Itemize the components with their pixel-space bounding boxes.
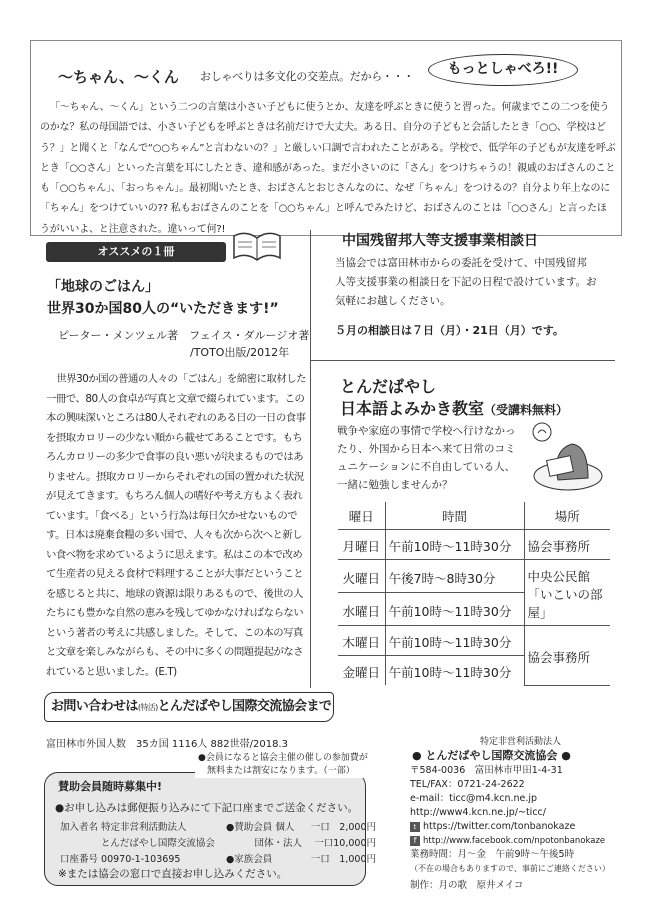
org-name-text: とんだばやし国際交流協会 xyxy=(425,749,558,762)
book-publisher: /TOTO出版/2012年 xyxy=(190,346,290,359)
class-title-main: 日本語よみかき教室 xyxy=(340,399,485,418)
contact-info xyxy=(410,764,610,893)
class-title-2 xyxy=(340,396,568,419)
day: 木曜日 xyxy=(338,626,385,656)
hours-note: （不在の場合もありますので、事前にご連絡ください） xyxy=(410,864,610,873)
consult-body: 当協会では富田林市からの委託を受けて、中国残留邦人等支援事業の相談日を下記の日程で設けています。お気軽にお越しください。 xyxy=(335,257,597,307)
tel: TEL/FAX：0721-24-2622 xyxy=(410,779,525,790)
fee-type: ●家族会員 xyxy=(226,854,273,865)
payee-label: 加入者名 xyxy=(60,822,99,833)
twitter-icon: t xyxy=(410,822,420,832)
account-number: 口座番号 00970-1-103695 xyxy=(60,854,181,865)
membership-note xyxy=(195,752,371,778)
place: 協会事務所 xyxy=(524,530,610,560)
class-free: （受講料無料） xyxy=(484,403,569,417)
time: 午前10時〜11時30分 xyxy=(385,656,524,686)
business-hours: 業務時間：月〜金 午前9時〜午後5時 xyxy=(410,849,575,860)
time: 午前10時〜11時30分 xyxy=(385,593,524,626)
membership-apply: ●お申し込みは郵便振り込みにて下記口座までご送金ください。 xyxy=(55,802,359,814)
header-place: 場所 xyxy=(524,502,610,530)
note-line: ●会員になると協会主催の催しの参加費が xyxy=(198,753,368,763)
consult-dates: ５月の相談日は７日（月）・21日（月）です。 xyxy=(335,324,564,337)
fee-amount: 一口 2,000円 xyxy=(310,822,376,833)
day: 火曜日 xyxy=(338,560,385,593)
book-author: ピーター・メンツェル著 フェイス・ダルージオ著 xyxy=(58,329,310,342)
essay-subtitle: おしゃべりは多文化の交差点。だから・・・ xyxy=(200,70,414,83)
note-line: 無料または割安になります。（一部） xyxy=(207,766,355,776)
membership-title: 賛助会員随時募集中! xyxy=(58,780,163,793)
open-book-icon xyxy=(232,226,282,262)
org-type: 特定非営利活動法人 xyxy=(480,737,562,747)
inquiry-banner xyxy=(44,692,334,722)
email[interactable]: e-mail：ticc@m4.kcn.ne.jp xyxy=(410,793,538,804)
inquiry-prefix: お問い合わせは xyxy=(51,699,138,714)
time: 午前10時〜11時30分 xyxy=(385,530,524,560)
address: 〒584-0036 富田林市甲田1-4-31 xyxy=(410,765,563,776)
section-divider xyxy=(310,360,615,361)
essay-title: 〜ちゃん、〜くん xyxy=(58,68,179,86)
table-row xyxy=(338,626,610,656)
inquiry-org: とんだばやし国際交流協会まで xyxy=(157,699,332,714)
essay-body: 「〜ちゃん、〜くん」という二つの言葉は小さい子どもに使うとか、友達を呼ぶときに使うと習った。何歳までこの二つを使うのかな？私の母国語では、小さい子どもを呼ぶときは名前だけで大丈夫。ある日、自分の子どもと会話したとき「○○、学校はどう？」と聞くと「なんで“○○ちゃん”と言わないの？」と厳しい口調で言われたことがある。学校で、低学年の子どもが友達を呼ぶとき「○○さん」といった言葉を耳にしたとき、違和感があった。まだ小さいのに「さん」をつけちゃうの！親戚のおばさんのことも「○○ちゃん」、「おっちゃん」。最初聞いたとき、おばさんとおじさんなのに、なぜ「ちゃん」をつけるの？自分より年上なのに「ちゃん」をつけていいの?? 私もおばさんのことを「○○ちゃん」と呼んでみたけど、おばさんのことは「○○さん」と言ったほうがいいよ、と注意された。違いって何?! xyxy=(40,102,616,235)
website-link[interactable]: http://www4.kcn.ne.jp/~ticc/ xyxy=(410,807,546,818)
place: 中央公民館「いこいの部屋」 xyxy=(524,560,610,626)
facebook-icon: f xyxy=(410,836,420,846)
class-schedule-table xyxy=(338,502,610,686)
recommend-band: オススメの１冊 xyxy=(46,242,226,262)
payee-line: 特定非営利活動法人 xyxy=(101,822,187,833)
fee-amount: 一口10,000円 xyxy=(314,838,376,849)
time: 午前10時〜11時30分 xyxy=(385,626,524,656)
payee-info xyxy=(60,820,215,868)
book-subtitle: 世界30か国80人の“いただきます!” xyxy=(47,301,279,317)
fee-type: ●賛助会員 xyxy=(226,822,273,833)
header-day: 曜日 xyxy=(338,502,385,530)
class-body: 戦争や家庭の事情で学校へ行けなかったり、外国から日本へ来て日常のコミュニケーションに不自由している人、一緒に勉強しませんか？ xyxy=(337,425,516,491)
day: 月曜日 xyxy=(338,530,385,560)
twitter-link[interactable]: https://twitter.com/tonbanokaze xyxy=(423,821,576,832)
credit: 制作：月の歌 原井メイコ xyxy=(410,880,524,891)
foreign-resident-stats: 富田林市外国人数 35カ国 1116人 882世帯/2018.3 xyxy=(46,739,288,750)
payee-line: とんだばやし国際交流協会 xyxy=(100,838,215,849)
column-divider xyxy=(310,230,311,688)
fee-list xyxy=(226,820,376,868)
facebook-link[interactable]: http://www.facebook.com/npotonbanokaze xyxy=(423,836,606,846)
fee-sub: 個人 xyxy=(275,822,295,833)
time: 午後7時〜8時30分 xyxy=(385,560,524,593)
fee-sub: 団体・法人 xyxy=(254,838,303,849)
fee-amount: 一口 1,000円 xyxy=(310,854,376,865)
org-name: ● とんだばやし国際交流協会 ● xyxy=(412,749,571,762)
inquiry-npo: (特活) xyxy=(137,703,158,712)
day: 水曜日 xyxy=(338,593,385,626)
table-row xyxy=(338,560,610,593)
day: 金曜日 xyxy=(338,656,385,686)
table-row xyxy=(338,530,610,560)
penguin-reading-illustration xyxy=(522,420,604,492)
speech-bubble: もっとしゃべろ!! xyxy=(428,54,578,86)
membership-footer: ※または協会の窓口で直接お申し込みください。 xyxy=(58,868,288,880)
header-time: 時間 xyxy=(385,502,524,530)
place: 協会事務所 xyxy=(524,626,610,686)
consult-title: 中国残留邦人等支援事業相談日 xyxy=(342,233,538,249)
class-title-1: とんだばやし xyxy=(340,377,437,396)
book-title: 「地球のごはん」 xyxy=(47,279,159,295)
book-review: 世界30か国の普通の人々の「ごはん」を綿密に取材した一冊で、80人の食卓が写真と文章で綴られています。この本の興味深いところは80人それぞれのある日の一日の食事を摂取カロリーの少ない順から載せてあることです。もちろんカロリーの多少で食事の良い悪いが決まるものではありません。摂取カロリーからそれぞれの国の置かれた状況が見えてきます。もちろん個人の嗜好や考え方もよく表れています。「食べる」という行為は毎日欠かせないものです。日本は廃棄食糧の多い国で、人々も次から次へと新しい食べ物を求めているように思えます。私はこの本で改めて生産者の見える食材で料理することが大事だということを感じると共に、地球の資源は限りあるもので、後世の人たちにも豊かな自然の恵みを残してゆかなければならないという著者の考えに共感しました。そして、この本の写真と文章を楽しみながらも、その中に多くの問題提起がなされていると思いました。(E.T) xyxy=(46,373,306,678)
